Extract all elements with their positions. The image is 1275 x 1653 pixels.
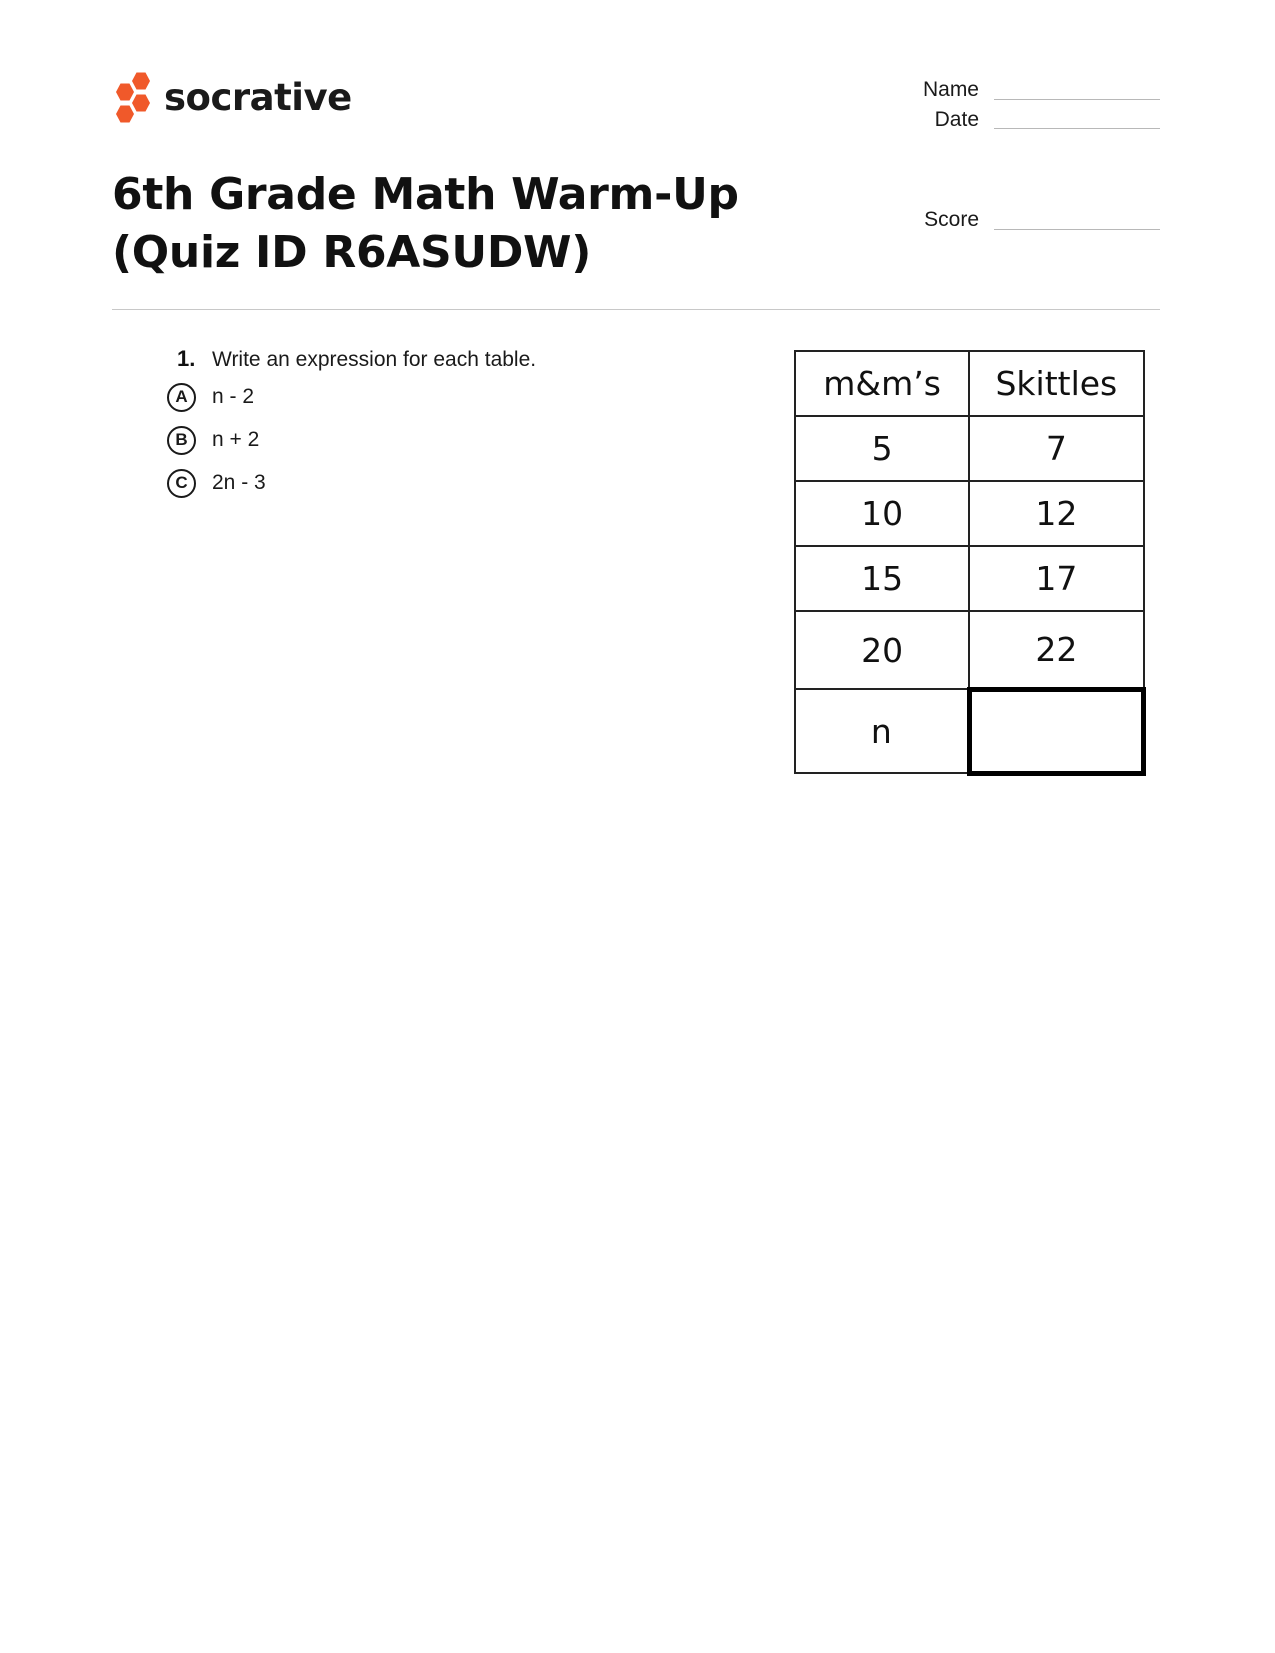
option-c-text: 2n - 3 xyxy=(212,471,266,494)
option-c[interactable] xyxy=(167,467,266,499)
table-cell: 17 xyxy=(969,546,1143,611)
hexagon-cluster-icon xyxy=(112,72,152,124)
name-line[interactable] xyxy=(994,99,1160,100)
option-a-text: n - 2 xyxy=(212,385,255,408)
option-a-bubble[interactable]: A xyxy=(167,383,196,412)
date-label: Date xyxy=(934,108,979,131)
table-cell: 7 xyxy=(969,416,1143,481)
header-divider xyxy=(112,309,1160,310)
table-row xyxy=(795,481,1144,546)
table-row xyxy=(795,546,1144,611)
name-label: Name xyxy=(922,78,979,101)
option-a[interactable] xyxy=(167,381,254,413)
expression-table xyxy=(794,350,1146,776)
table-cell: 22 xyxy=(969,611,1143,689)
table-answer-cell xyxy=(969,689,1143,773)
option-b-text: n + 2 xyxy=(212,428,260,451)
date-line[interactable] xyxy=(994,128,1160,129)
table-header-row xyxy=(795,351,1144,416)
table-row xyxy=(795,611,1144,689)
quiz-title: 6th Grade Math Warm-Up (Quiz ID R6ASUDW) xyxy=(112,169,739,278)
table-cell: 5 xyxy=(795,416,969,481)
table-cell: 15 xyxy=(795,546,969,611)
table-cell: n xyxy=(795,689,969,773)
option-c-bubble[interactable]: C xyxy=(167,469,196,498)
question-prompt: Write an expression for each table. xyxy=(212,348,537,371)
table-cell: 10 xyxy=(795,481,969,546)
question-number: 1. xyxy=(177,346,196,371)
table-cell: 12 xyxy=(969,481,1143,546)
logo-text: socrative xyxy=(164,76,352,119)
score-label: Score xyxy=(924,208,979,231)
option-b[interactable] xyxy=(167,424,259,456)
table-header-cell: m&m’s xyxy=(795,351,969,416)
table-cell: 20 xyxy=(795,611,969,689)
score-line[interactable] xyxy=(994,229,1160,230)
table-row xyxy=(795,416,1144,481)
table-header-cell: Skittles xyxy=(969,351,1143,416)
option-b-bubble[interactable]: B xyxy=(167,426,196,455)
socrative-logo xyxy=(112,72,352,124)
table-row xyxy=(795,689,1144,773)
